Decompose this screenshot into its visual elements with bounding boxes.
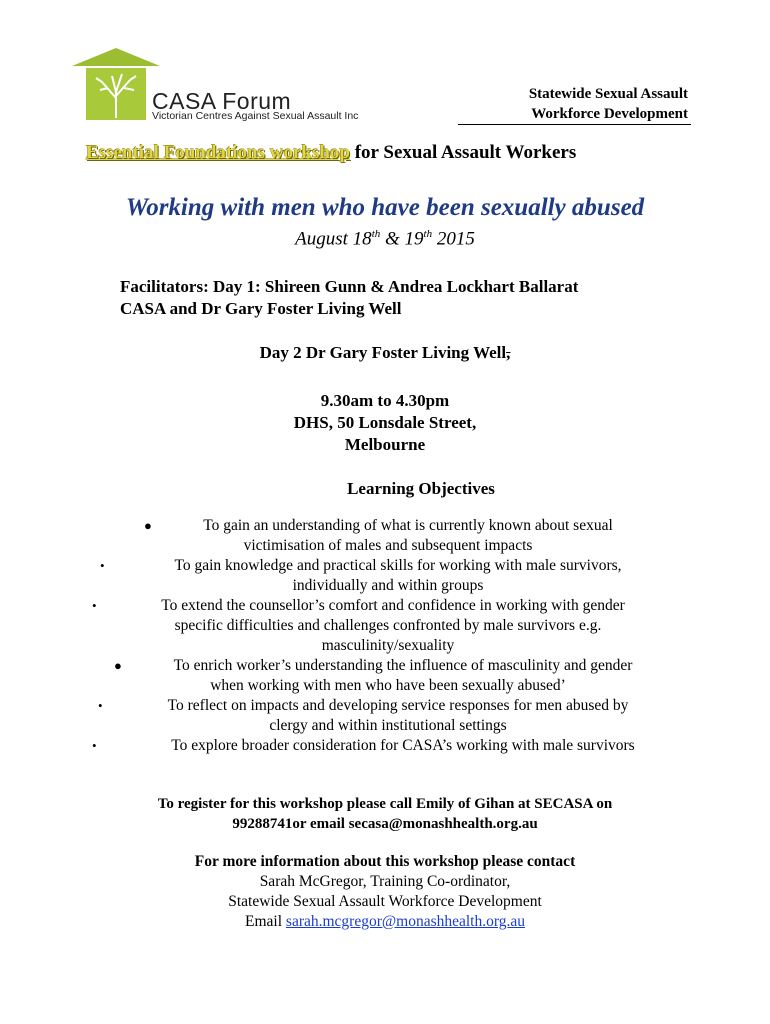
bullet-icon: • (98, 698, 103, 713)
contact-name: Sarah McGregor, Training Co-ordinator, (259, 873, 511, 890)
register-line-2: 99288741or email secasa@monashhealth.org.au (232, 816, 538, 832)
workshop-title: Working with men who have been sexually abused (125, 194, 645, 221)
contact-email-link[interactable]: sarah.mcgregor@monashhealth.org.au (285, 913, 525, 930)
schedule (0, 390, 770, 456)
bullet-icon: • (92, 598, 97, 613)
city: Melbourne (344, 435, 426, 454)
objectives-list (88, 516, 688, 756)
contact-info (0, 852, 770, 932)
logo-name: CASA Forum (152, 88, 292, 114)
org-header (529, 84, 688, 124)
list-item: • To reflect on impacts and developing service responses for men abused by clergy and within institutional settings (98, 697, 629, 734)
workshop-audience: for Sexual Assault Workers (349, 142, 577, 163)
facilitators-line-2: CASA and Dr Gary Foster Living Well (120, 299, 402, 318)
workshop-date: August 18th & 19th 2015 (295, 228, 475, 250)
header-divider (458, 124, 691, 125)
list-item: • To gain knowledge and practical skills for working with male survivors, individually and within groups (100, 557, 622, 594)
workshop-series-highlight: Essential Foundations workshop (86, 142, 350, 163)
workshop-subtitle (86, 142, 576, 164)
register-line-1: To register for this workshop please call Emily of Gihan at SECASA on (157, 796, 613, 812)
time: 9.30am to 4.30pm (320, 391, 450, 410)
day2-facilitator: Day 2 Dr Gary Foster Living Well, (259, 343, 511, 362)
contact-org: Statewide Sexual Assault Workforce Development (228, 893, 542, 910)
org-line-2: Workforce Development (531, 106, 688, 122)
list-item: ● To gain an understanding of what is currently known about sexual victimisation of males and subsequent impacts (144, 517, 613, 554)
contact-email-line: Email sarah.mcgregor@monashhealth.org.au (245, 913, 525, 930)
logo-tagline: Victorian Centres Against Sexual Assault Inc (152, 110, 359, 122)
objectives-heading: Learning Objectives (347, 479, 495, 498)
facilitators-line-1: Facilitators: Day 1: Shireen Gunn & Andrea Lockhart Ballarat (120, 277, 579, 296)
contact-heading: For more information about this workshop please contact (194, 853, 576, 870)
list-item: ● To enrich worker’s understanding the influence of masculinity and gender when working with men who have been sexually abused’ (114, 657, 633, 694)
logo-roof (72, 48, 160, 66)
org-line-1: Statewide Sexual Assault (528, 86, 688, 102)
list-item: • To explore broader consideration for CASA’s working with male survivors (92, 737, 635, 754)
bullet-icon: • (100, 558, 105, 573)
bullet-icon: ● (114, 658, 122, 673)
bullet-icon: ● (144, 518, 152, 533)
list-item: • To extend the counsellor’s comfort and confidence in working with gender specific difficulties and challenges confronted by male survivors e.g. masculinity/sexuality (92, 597, 625, 654)
registration-info (0, 794, 770, 834)
bullet-icon: • (92, 738, 97, 753)
venue: DHS, 50 Lonsdale Street, (293, 413, 477, 432)
facilitators (120, 276, 700, 320)
